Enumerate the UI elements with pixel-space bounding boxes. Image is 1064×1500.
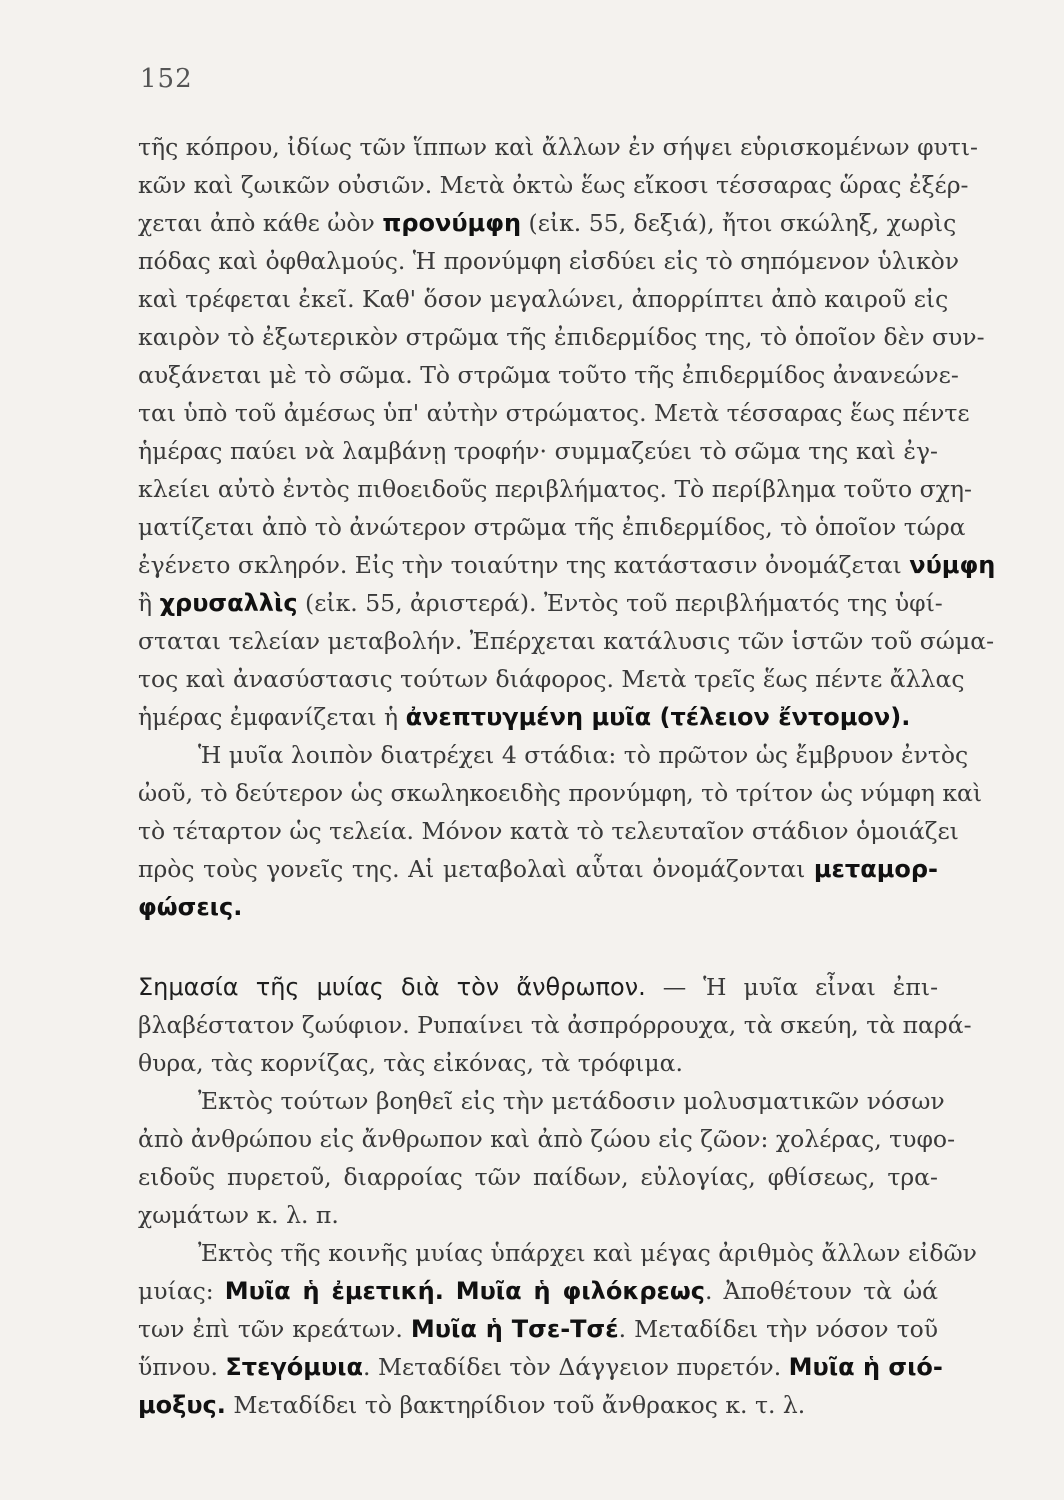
body-text — [138, 128, 996, 1424]
text-fragment: (εἰκ. 55, δεξιά), ἤτοι σκώληξ, χωρὶς — [521, 209, 957, 237]
text-fragment: κλείει αὐτὸ ἐντὸς πιθοειδοῦς περιβλήματος. Τὸ περίβλημα τοῦτο σχη- — [138, 475, 972, 503]
text-line — [138, 888, 938, 926]
text-line — [138, 774, 983, 812]
bold-term: μοξυς. — [138, 1391, 226, 1419]
text-fragment: ειδοῦς πυρετοῦ, διαρροίας τῶν παίδων, εὐλογίας, φθίσεως, τρα- — [138, 1163, 938, 1191]
text-line — [138, 1386, 938, 1424]
text-fragment: μυίας: — [138, 1277, 225, 1305]
text-fragment: (εἰκ. 55, ἀριστερά). Ἐντὸς τοῦ περιβλήματός της ὑφί- — [297, 589, 943, 617]
text-line — [138, 1120, 956, 1158]
text-fragment: χεται ἀπὸ κάθε ὠὸν — [138, 209, 383, 237]
bold-term: προνύμφη — [382, 209, 522, 237]
text-line — [138, 204, 957, 242]
text-line — [138, 394, 970, 432]
text-fragment: σταται τελείαν μεταβολήν. Ἐπέρχεται κατάλυσις τῶν ἱστῶν τοῦ σώμα- — [138, 627, 995, 655]
text-fragment: τος καὶ ἀνασύστασις τούτων διάφορος. Μετὰ τρεῖς ἕως πέντε ἄλλας — [138, 665, 965, 693]
text-line — [138, 508, 966, 546]
text-line — [138, 356, 959, 394]
text-line — [138, 280, 949, 318]
text-line — [138, 432, 938, 470]
text-fragment: ὕπνου. — [138, 1353, 226, 1381]
text-fragment: των ἐπὶ τῶν κρεάτων. — [138, 1315, 411, 1343]
text-line — [138, 1158, 938, 1196]
page-number: 152 — [140, 64, 193, 94]
text-line — [138, 1196, 938, 1234]
text-line — [138, 584, 943, 622]
text-line — [138, 1044, 938, 1082]
text-fragment: πρὸς τοὺς γονεῖς της. Αἱ μεταβολαὶ αὗται ὀνομάζονται — [138, 855, 814, 883]
text-fragment: Ἐκτὸς τούτων βοηθεῖ εἰς τὴν μετάδοσιν μολυσματικῶν νόσων — [198, 1087, 945, 1115]
text-fragment: Μεταδίδει τὸ βακτηρίδιον τοῦ ἄνθρακος κ. τ. λ. — [225, 1391, 806, 1419]
text-line — [138, 1310, 938, 1348]
text-fragment: ἀπὸ ἀνθρώπου εἰς ἄνθρωπον καὶ ἀπὸ ζώου εἰς ζῶον: χολέρας, τυφο- — [138, 1125, 956, 1153]
text-fragment: βλαβέστατον ζωύφιον. Ρυπαίνει τὰ ἀσπρόρρουχα, τὰ σκεύη, τὰ παρά- — [138, 1011, 972, 1039]
text-line — [138, 166, 969, 204]
text-fragment: κῶν καὶ ζωικῶν οὐσιῶν. Μετὰ ὀκτὼ ἕως εἴκοσι τέσσαρας ὥρας ἐξέρ- — [138, 171, 969, 199]
bold-term: ἀνεπτυγμένη μυῖα (τέλειον ἔντομον). — [405, 703, 911, 731]
text-line — [138, 1348, 943, 1386]
text-fragment: τὸ τέταρτον ὡς τελεία. Μόνον κατὰ τὸ τελευταῖον στάδιον ὁμοιάζει — [138, 817, 959, 845]
text-fragment: ἡμέρας παύει νὰ λαμβάνῃ τροφήν· συμμαζεύει τὸ σῶμα της καὶ ἐγ- — [138, 437, 938, 465]
bold-term: φώσεις. — [138, 893, 243, 921]
text-line — [138, 698, 938, 736]
text-fragment: ματίζεται ἀπὸ τὸ ἀνώτερον στρῶμα τῆς ἐπιδερμίδος, τὸ ὁποῖον τώρα — [138, 513, 966, 541]
text-fragment: τῆς κόπρου, ἰδίως τῶν ἵππων καὶ ἄλλων ἐν σήψει εὑρισκομένων φυτι- — [138, 133, 978, 161]
text-fragment: καιρὸν τὸ ἐξωτερικὸν στρῶμα τῆς ἐπιδερμίδος της, τὸ ὁποῖον δὲν συν- — [138, 323, 985, 351]
bold-term: μεταμορ- — [813, 855, 938, 883]
text-line — [138, 660, 965, 698]
text-line — [138, 128, 978, 166]
text-line — [138, 1272, 938, 1310]
text-fragment: . Ἀποθέτουν τὰ ὠά — [705, 1277, 938, 1305]
text-line — [138, 546, 996, 584]
bold-term: νύμφη — [909, 551, 996, 579]
text-fragment: . Μεταδίδει τὸν Δάγγειον πυρετόν. — [363, 1353, 789, 1381]
text-line — [138, 968, 938, 1006]
text-fragment: πόδας καὶ ὀφθαλμούς. Ἡ προνύμφη εἰσδύει εἰς τὸ σηπόμενον ὑλικὸν — [138, 247, 960, 275]
text-fragment: ἐγένετο σκληρόν. Εἰς τὴν τοιαύτην της κατάστασιν ὀνομάζεται — [138, 551, 910, 579]
bold-term: Μυῖα ἡ ἐμετική. Μυῖα ἡ φιλόκρεως — [224, 1277, 705, 1305]
section-gap — [138, 926, 938, 968]
text-fragment: ὠοῦ, τὸ δεύτερον ὡς σκωληκοειδὴς προνύμφη, τὸ τρίτον ὡς νύμφη καὶ — [138, 779, 983, 807]
text-fragment: ἡμέρας ἐμφανίζεται ἡ — [138, 703, 406, 731]
text-line — [138, 812, 959, 850]
text-fragment: χωμάτων κ. λ. π. — [138, 1201, 339, 1229]
section-heading: Σημασία τῆς μυίας διὰ τὸν ἄνθρωπον. — [138, 973, 646, 1001]
text-line — [138, 470, 972, 508]
text-line — [138, 1006, 972, 1044]
bold-term: Μυῖα ἡ σιό- — [788, 1353, 943, 1381]
text-line — [138, 318, 985, 356]
text-line — [138, 1082, 945, 1120]
text-line — [138, 1234, 977, 1272]
text-line — [138, 622, 995, 660]
text-fragment: καὶ τρέφεται ἐκεῖ. Καθ' ὅσον μεγαλώνει, ἀπορρίπτει ἀπὸ καιροῦ εἰς — [138, 285, 949, 313]
bold-term: Μυῖα ἡ Τσε-Τσέ — [410, 1315, 619, 1343]
text-line — [138, 850, 938, 888]
text-fragment: — Ἡ μυῖα εἶναι ἐπι- — [645, 973, 939, 1001]
text-fragment: αυξάνεται μὲ τὸ σῶμα. Τὸ στρῶμα τοῦτο τῆς ἐπιδερμίδος ἀνανεώνε- — [138, 361, 959, 389]
text-fragment: Ἐκτὸς τῆς κοινῆς μυίας ὑπάρχει καὶ μέγας ἀριθμὸς ἄλλων εἰδῶν — [198, 1239, 977, 1267]
text-fragment: θυρα, τὰς κορνίζας, τὰς εἰκόνας, τὰ τρόφιμα. — [138, 1049, 683, 1077]
text-fragment: . Μεταδίδει τὴν νόσον τοῦ — [618, 1315, 939, 1343]
text-line — [138, 736, 969, 774]
text-fragment: ἢ — [138, 589, 160, 617]
text-line — [138, 242, 960, 280]
text-fragment: Ἡ μυῖα λοιπὸν διατρέχει 4 στάδια: τὸ πρῶτον ὡς ἔμβρυον ἐντὸς — [198, 741, 969, 769]
bold-term: Στεγόμυια — [225, 1353, 364, 1381]
bold-term: χρυσαλλὶς — [159, 589, 298, 617]
text-fragment: ται ὑπὸ τοῦ ἀμέσως ὑπ' αὐτὴν στρώματος. Μετὰ τέσσαρας ἕως πέντε — [138, 399, 970, 427]
